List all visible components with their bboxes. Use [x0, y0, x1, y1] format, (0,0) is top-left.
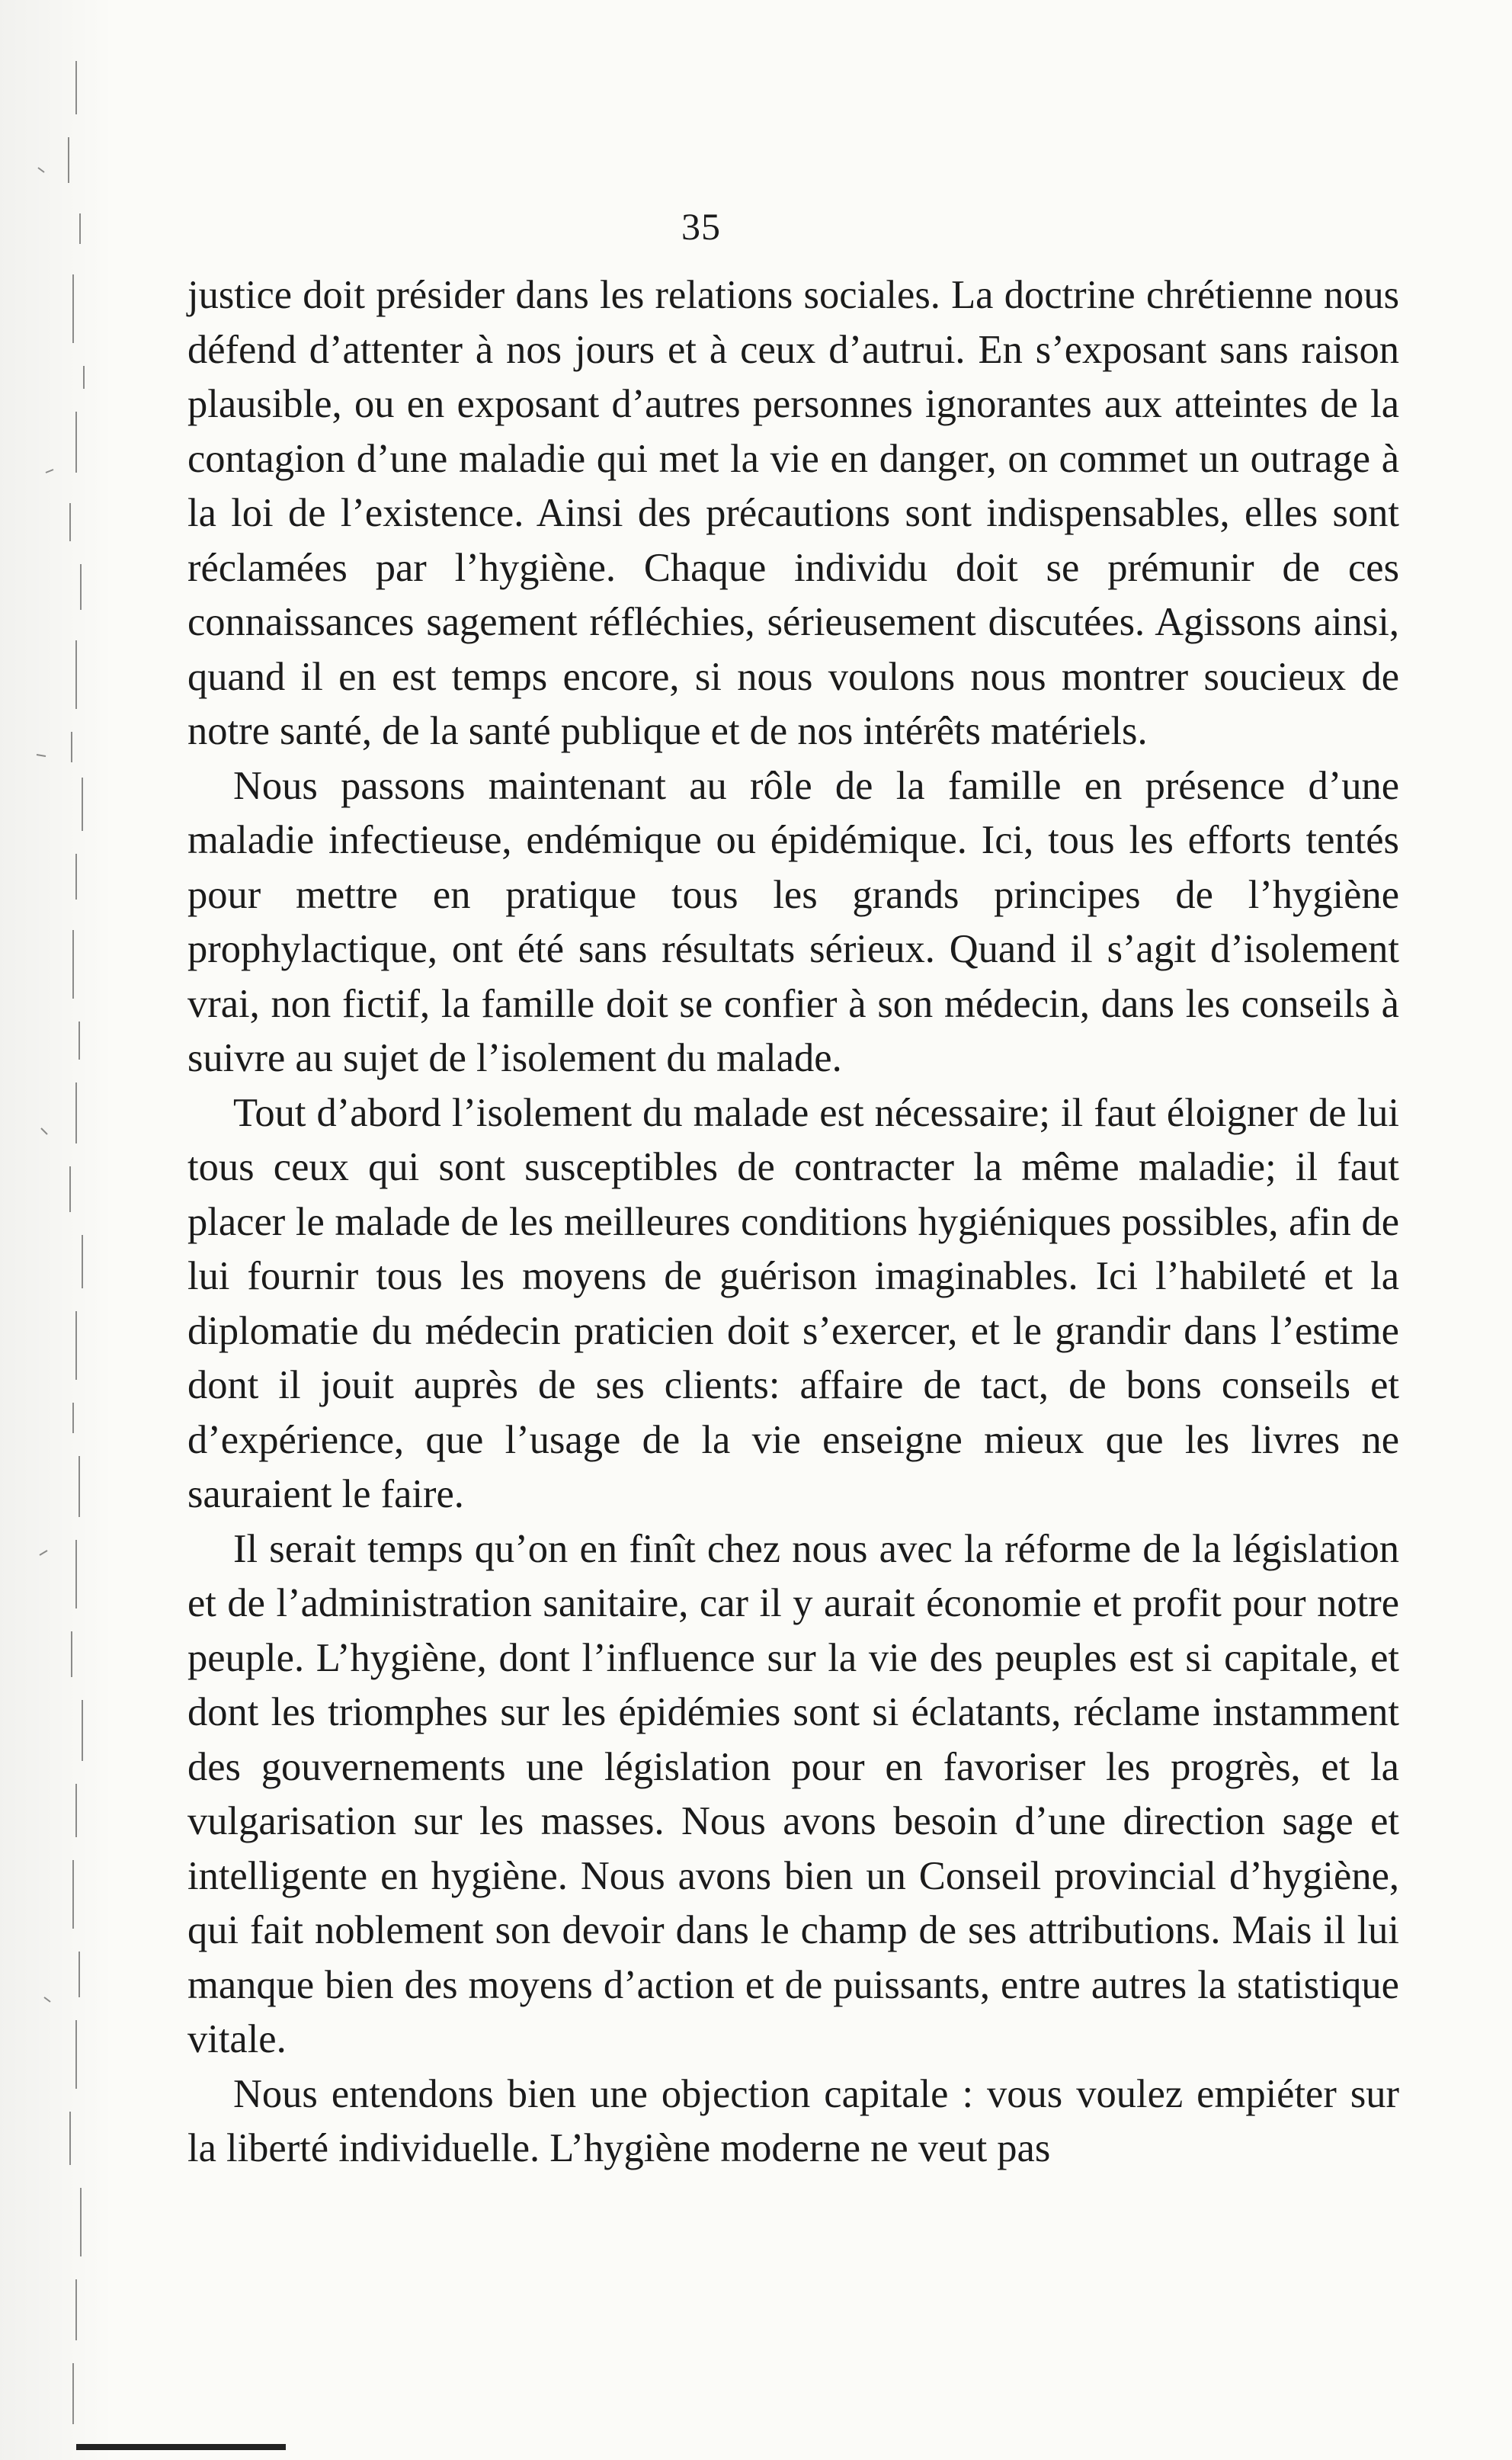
page-number: 35 — [681, 205, 721, 248]
body-text — [187, 268, 1399, 2176]
margin-scan-marks — [23, 46, 114, 2439]
paragraph-role-of-family: Nous passons maintenant au rôle de la famille en présence d’une maladie infectieuse, endémique ou épidémique. Ici, tous les efforts tentés pour mettre en pratique tous les grands principes de l’hygiène prophylactique, ont été sans résultats sérieux. Quand il s’agit d’isolement vrai, non fictif, la famille doit se confier à son médecin, dans les conseils à suivre au sujet de l’isolement du malade. — [187, 763, 1399, 1080]
paragraph-continuation: justice doit présider dans les relations sociales. La doctrine chrétienne nous défend d’attenter à nos jours et à ceux d’autrui. En s’exposant sans raison plausible, ou en exposant d’autres personnes ignorantes aux atteintes de la contagion d’une maladie qui met la vie en danger, on commet un outrage à la loi de l’existence. Ainsi des précautions sont indispensables, elles sont réclamées par l’hygiène. Chaque individu doit se prémunir de ces connaissances sagement réfléchies, sérieusement discutées. Agissons ainsi, quand il en est temps encore, si nous voulons nous montrer soucieux de notre santé, de la santé publique et de nos intérêts matériels. — [187, 273, 1399, 753]
bottom-rule — [76, 2444, 286, 2450]
paragraph-legislation: Il serait temps qu’on en finît chez nous avec la réforme de la législation et de l’administration sanitaire, car il y aurait économie et profit pour notre peuple. L’hygiène, dont l’influence sur la vie des peuples est si capitale, et dont les triomphes sur les épidémies sont si éclatants, réclame instamment des gouvernements une législation pour en favoriser les progrès, et la vulgarisation sur les masses. Nous avons besoin d’une direction sage et intelligente en hygiène. Nous avons bien un Conseil provincial d’hygiène, qui fait noblement son devoir dans le champ de ses attributions. Mais il lui manque bien des moyens d’action et de puissants, entre autres la statistique vitale. — [187, 1526, 1399, 2061]
paragraph-objection: Nous entendons bien une objection capitale : vous voulez empiéter sur la liberté individuelle. L’hygiène moderne ne veut pas — [187, 2071, 1399, 2170]
paragraph-isolation: Tout d’abord l’isolement du malade est nécessaire; il faut éloigner de lui tous ceux qui sont susceptibles de contracter la même maladie; il faut placer le malade de les meilleures conditions hygiéniques possibles, afin de lui fournir tous les moyens de guérison imaginables. Ici l’habileté et la diplomatie du médecin praticien doit s’exercer, et le grandir dans l’estime dont il jouit auprès de ses clients: affaire de tact, de bons conseils et d’expérience, que l’usage de la vie enseigne mieux que les livres ne sauraient le faire. — [187, 1090, 1399, 1516]
